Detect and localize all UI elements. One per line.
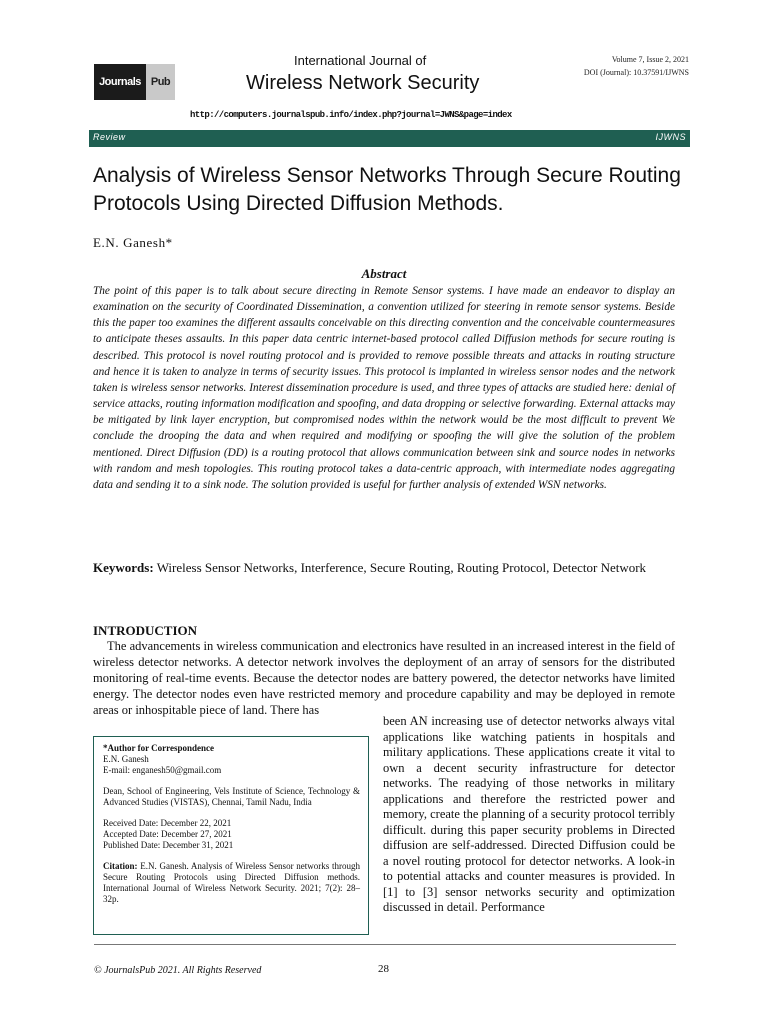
journal-name-line2: Wireless Network Security bbox=[246, 72, 480, 94]
citation bbox=[103, 861, 360, 905]
keywords-list: Wireless Sensor Networks, Interference, Secure Routing, Routing Protocol, Detector Network bbox=[156, 560, 647, 575]
correspondence-box bbox=[93, 736, 369, 935]
citation-label: Citation: bbox=[103, 861, 138, 871]
introduction-paragraph-full bbox=[93, 638, 675, 718]
volume-info: Volume 7, Issue 2, 2021 bbox=[611, 55, 689, 64]
published-date: Published Date: December 31, 2021 bbox=[103, 840, 234, 850]
abstract-text: The point of this paper is to talk about secure directing in Remote Sensor systems. I have made an endeavor to display an examination on the security of Coordinated Dissemination, a convention utilized for steering in remote sensor systems. Beside this the paper too examines the different assaults conceivable on this directing convention and the conceivable countermeasures to anticipate theses assaults. In this paper data centric internet-based protocol called Diffusion methods for secure routing is described. This protocol is novel routing protocol and is provided to remove possible threats and attacks in routing structure and hence it is taken to analyze in terms of security issues. This protocol is implanted in wireless sensor nodes and the network taken is wireless sensor networks. Interest dissemination procedure is used, and three types of attacks are studied here: denial of service attacks, routing information modification and spoofing, and data dropping or selective forwarding. External attacks may be mitigated by link layer encryption, but compromised nodes within the network would be the most difficult to prevent We conclude the drooping the data and when required and modifying or spoofing the will give the solution of the problem mentioned. Direct Diffusion (DD) is a routing protocol that allows communication between sink and source nodes in networks with random and mesh topologies. This routing protocol takes a data-centric approach, with intermediate nodes aggregating data and sending it to a sink node. The solution provided is useful for further analysis of extended WSN networks. bbox=[93, 285, 675, 491]
journal-abbrev-label: IJWNS bbox=[655, 132, 686, 142]
journal-url-link[interactable]: http://computers.journalspub.info/index.php?journal=JWNS&page=index bbox=[190, 110, 512, 120]
introduction-paragraph-column: been AN increasing use of detector networks always vital applications like watching patients in hospitals and military applications. These applications create it vital to own a decent security infrastructure for detector networks. The readying of those networks in military applications and therefore the restricted power and memory, create the planning of a security protocol terribly difficult. during this paper security problems in Directed diffusion are self-addressed. Directed Diffusion could be a novel routing protocol for detector networks. A look-in to potential attacks and counter measures is provided. In [1] to [3] sensor networks security and optimization discussed in detail. Performance bbox=[383, 714, 675, 914]
correspondence-heading: *Author for Correspondence bbox=[103, 743, 214, 753]
article-author: E.N. Ganesh* bbox=[93, 235, 173, 250]
correspondence-affiliation: Dean, School of Engineering, Vels Institute of Science, Technology & Advanced Studies (VISTAS), Chennai, Tamil Nadu, India bbox=[103, 786, 360, 807]
page-number: 28 bbox=[378, 963, 389, 975]
copyright-notice: © JournalsPub 2021. All Rights Reserved bbox=[94, 965, 262, 976]
keywords-label: Keywords: bbox=[93, 560, 154, 575]
abstract-heading: Abstract bbox=[361, 266, 407, 281]
doi-info: DOI (Journal): 10.37591/IJWNS bbox=[583, 68, 689, 77]
footer-divider bbox=[94, 944, 676, 945]
section-bar bbox=[89, 130, 690, 147]
citation-text: E.N. Ganesh. Analysis of Wireless Sensor networks through Secure Routing Protocols using Directed Diffusion methods. International Journal of Wireless Network Security. 2021; 7(2): 28–32p. bbox=[103, 861, 361, 904]
journal-name-line1: International Journal of bbox=[294, 53, 427, 68]
logo-left-block: Journals bbox=[94, 64, 146, 100]
accepted-date: Accepted Date: December 27, 2021 bbox=[103, 829, 232, 839]
correspondence-email[interactable]: E-mail: enganesh50@gmail.com bbox=[103, 765, 222, 775]
logo-right-block: Pub bbox=[146, 64, 175, 100]
introduction-text-full: The advancements in wireless communication and electronics have resulted in an increased interest in the field of wireless detector networks. A detector network involves the deployment of an array of sensors for the distributed monitoring of real-time events. Because the detector nodes are battery powered, the detector networks have limited energy. The detector nodes even have restricted memory and procedure capability and may be deployed in remote areas or inhospitable piece of land. There has bbox=[93, 639, 675, 717]
introduction-heading: INTRODUCTION bbox=[93, 623, 198, 638]
correspondence-name: E.N. Ganesh bbox=[103, 754, 149, 764]
article-title: Analysis of Wireless Sensor Networks Through Secure Routing Protocols Using Directed Diffusion Methods. bbox=[93, 164, 681, 215]
journalspub-logo bbox=[94, 64, 175, 100]
section-type-label: Review bbox=[93, 132, 126, 142]
keywords-section bbox=[93, 560, 675, 576]
received-date: Received Date: December 22, 2021 bbox=[103, 818, 232, 828]
